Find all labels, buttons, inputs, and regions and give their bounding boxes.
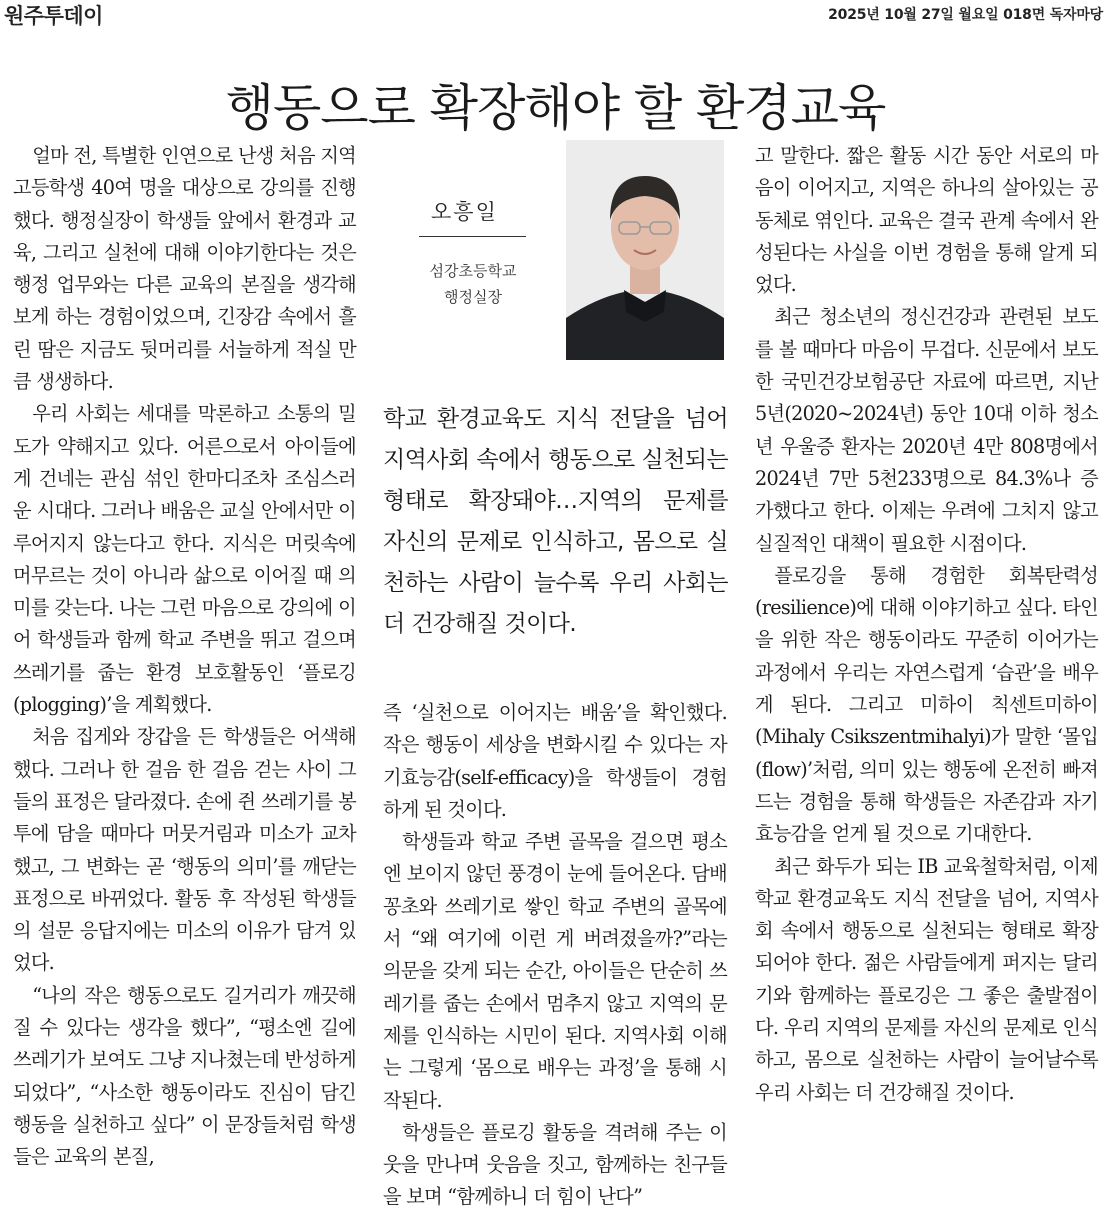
paragraph: 플로깅을 통해 경험한 회복탄력성(resilience)에 대해 이야기하고 싶다. 타인을 위한 작은 행동이라도 꾸준히 이어가는 과정에서 우리는 자연스럽게 ‘습관’을 배우게 된다. 그리고 미하이 칙센트미하이(Mihaly Csikszentmihalyi)가 말한 ‘몰입(flow)’처럼, 의미 있는 행동에 온전히 빠져드는 경험을 통해 학생들은 자존감과 자기효능감을 얻게 될 것으로 기대한다. [755, 563, 1098, 846]
author-divider [419, 236, 526, 237]
paragraph: 학생들은 플로깅 활동을 격려해 주는 이웃을 만나며 웃음을 짓고, 함께하는 친구들을 보며 “함께하니 더 힘이 난다” [383, 1120, 727, 1209]
issue-date-line: 2025년 10월 27일 월요일 018면 독자마당 [828, 7, 1103, 23]
author-title: 행정실장 [444, 288, 502, 306]
paragraph: “나의 작은 행동으로도 길거리가 깨끗해질 수 있다는 생각을 했다”, “평소엔 길에 쓰레기가 보여도 그냥 지나쳤는데 반성하게 되었다”, “사소한 행동이라도 진심이 담긴 행동을 실천하고 싶다” 이 문장들처럼 학생들은 교육의 본질, [13, 983, 356, 1169]
paragraph: 고 말한다. 짧은 활동 시간 동안 서로의 마음이 이어지고, 지역은 하나의 살아있는 공동체로 엮인다. 교육은 결국 관계 속에서 완성된다는 사실을 이번 경험을 통해 알게 되었다. [755, 144, 1098, 297]
paragraph: 학생들과 학교 주변 골목을 걸으면 평소엔 보이지 않던 풍경이 눈에 들어온다. 담배꽁초와 쓰레기로 쌓인 학교 주변의 골목에서 “왜 여기에 이런 게 버려졌을까?”라는 의문을 갖게 되는 순간, 아이들은 단순히 쓰레기를 줍는 손에서 멈추지 않고 지역의 문제를 인식하는 시민이 된다. 지역사회 이해는 그렇게 ‘몸으로 배우는 과정’을 통해 시작된다. [383, 830, 727, 1112]
paragraph: 얼마 전, 특별한 인연으로 난생 처음 지역 고등학생 40여 명을 대상으로 강의를 진행했다. 행정실장이 학생들 앞에서 환경과 교육, 그리고 실천에 대해 이야기한다는 것은 행정 업무와는 다른 교육의 본질을 생각해 보게 하는 경험이었으며, 긴장감 속에서 흘린 땀은 지금도 뒷머리를 서늘하게 적실 만큼 생생하다. [13, 144, 356, 394]
author-school: 섬강초등학교 [429, 262, 517, 280]
article-column-1 [13, 140, 356, 1174]
paragraph: 우리 사회는 세대를 막론하고 소통의 밀도가 약해지고 있다. 어른으로서 아이들에게 건네는 관심 섞인 한마디조차 조심스러운 시대다. 그러나 배움은 교실 안에서만 이루어지지 않는다고 한다. 지식은 머릿속에 머무르는 것이 아니라 삶으로 이어질 때 의미를 갖는다. 나는 그런 마음으로 강의에 이어 학생들과 함께 학교 주변을 뛰고 걸으며 쓰레기를 줍는 환경 보호활동인 ‘플로깅(plogging)’을 계획했다. [13, 402, 356, 717]
paragraph: 처음 집게와 장갑을 든 학생들은 어색해했다. 그러나 한 걸음 한 걸음 걷는 사이 그들의 표정은 달라졌다. 손에 쥔 쓰레기를 봉투에 담을 때마다 머뭇거림과 미소가 교차했고, 그 변화는 곧 ‘행동의 의미’를 깨닫는 표정으로 바뀌었다. 활동 후 작성된 학생들의 설문 응답지에는 미소의 이유가 담겨 있었다. [13, 725, 356, 975]
paragraph: 최근 청소년의 정신건강과 관련된 보도를 볼 때마다 마음이 무겁다. 신문에서 보도한 국민건강보험공단 자료에 따르면, 지난 5년(2020~2024년) 동안 10대 이하 청소년 우울증 환자는 2020년 4만 808명에서 2024년 7만 5천233명으로 84.3%나 증가했다고 한다. 이제는 우려에 그치지 않고 실질적인 대책이 필요한 시점이다. [755, 305, 1098, 555]
author-photo [566, 140, 724, 360]
newspaper-masthead: 원주투데이 [4, 4, 103, 28]
article-column-2 [383, 697, 727, 1214]
author-affiliation [405, 258, 541, 310]
article-column-3 [755, 140, 1098, 1109]
paragraph: 즉 ‘실천으로 이어지는 배움’을 확인했다. 작은 행동이 세상을 변화시킬 수 있다는 자기효능감(self-efficacy)을 학생들이 경험하게 된 것이다. [383, 701, 727, 821]
pull-quote: 학교 환경교육도 지식 전달을 넘어 지역사회 속에서 행동으로 실천되는 형태로 확장돼야…지역의 문제를 자신의 문제로 인식하고, 몸으로 실천하는 사람이 늘수록 우리 사회는 더 건강해질 것이다. [383, 406, 728, 637]
paragraph: 최근 화두가 되는 IB 교육철학처럼, 이제 학교 환경교육도 지식 전달을 넘어, 지역사회 속에서 행동으로 실천되는 형태로 확장되어야 한다. 젊은 사람들에게 퍼지는 달리기와 함께하는 플로깅은 그 좋은 출발점이다. 우리 지역의 문제를 자신의 문제로 인식하고, 몸으로 실천하는 사람이 늘어날수록 우리 사회는 더 건강해질 것이다. [755, 854, 1098, 1104]
article-headline: 행동으로 확장해야 할 환경교육 [225, 78, 886, 137]
author-box [383, 140, 727, 362]
author-name: 오흥일 [431, 200, 498, 224]
